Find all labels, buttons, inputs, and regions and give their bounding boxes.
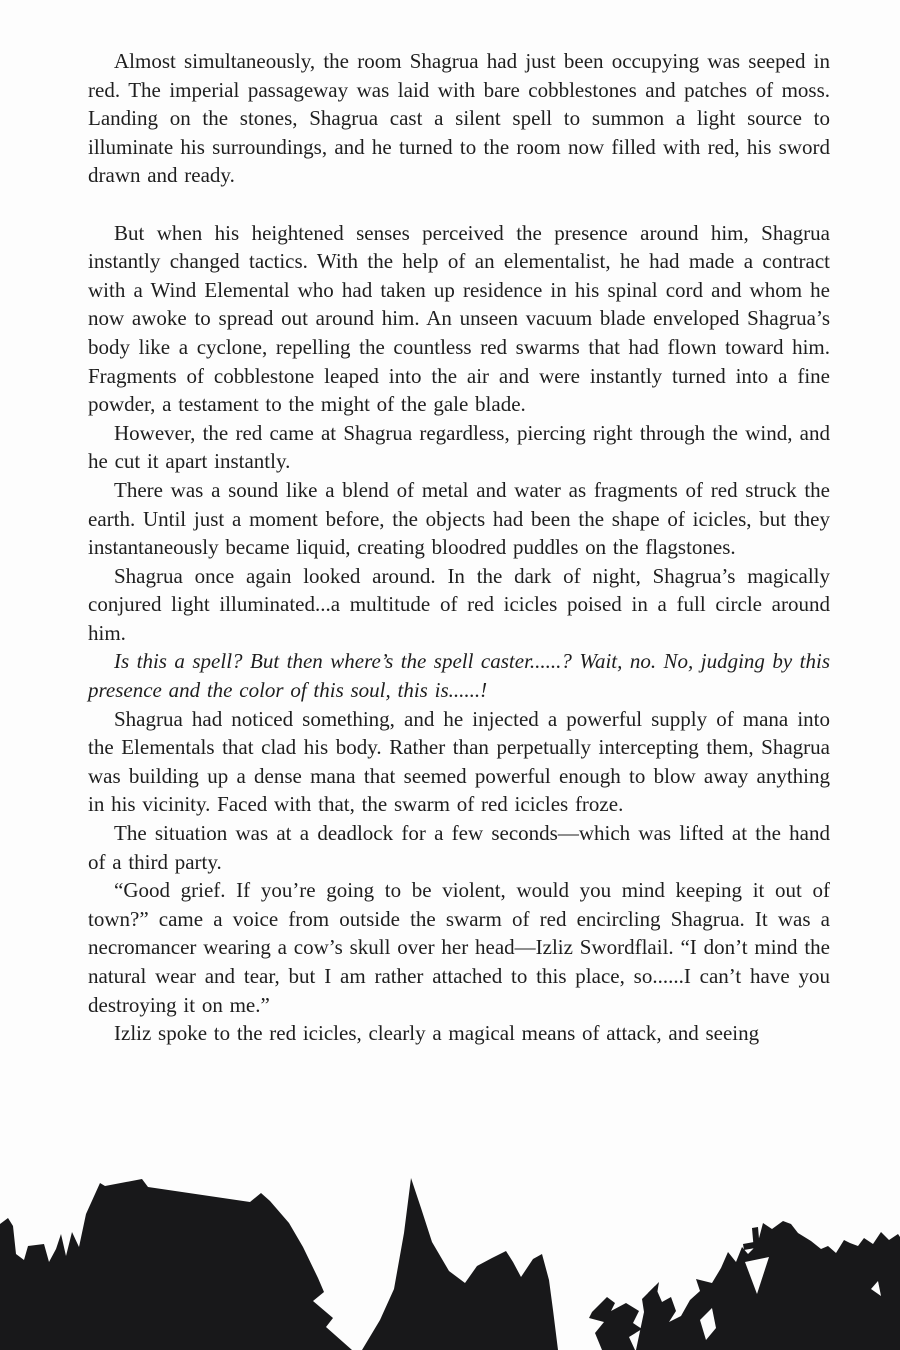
- paragraph: Izliz spoke to the red icicles, clearly a magical means of attack, and seeing: [114, 1021, 760, 1046]
- ruins-silhouette-illustration: [0, 1150, 900, 1350]
- paragraph: But when his heightened senses perceived the presence around him, Shagrua instantly changed tactics. With the help of an elementalist, he had made a contract with a Wind Elemental who had taken up residence in his spinal cord and whom he now awoke to spread out around him. An unseen vacuum blade enveloped Shagrua’s body like a cyclone, repelling the countless red swarms that had flown toward him. Fragments of cobblestone leaped into the air and were instantly turned into a fine powder, a testament to the might of the gale blade.: [88, 220, 830, 417]
- paragraph: Almost simultaneously, the room Shagrua had just been occupying was seeped in red. The imperial passageway was laid with bare cobblestones and patches of moss. Landing on the stones, Shagrua cast a silent spell to summon a light source to illuminate his surroundings, and he turned to the room now filled with red, his sword drawn and ready.: [88, 49, 830, 188]
- paragraph: Is this a spell? But then where’s the spell caster......? Wait, no. No, judging by this presence and the color of this soul, this is......!: [88, 649, 830, 703]
- paragraph: Shagrua had noticed something, and he injected a powerful supply of mana into the Elementals that clad his body. Rather than perpetually intercepting them, Shagrua was building up a dense mana that seemed powerful enough to blow away anything in his vicinity. Faced with that, the swarm of red icicles froze.: [88, 706, 830, 817]
- paragraph: However, the red came at Shagrua regardless, piercing right through the wind, and he cut it apart instantly.: [88, 420, 830, 474]
- silhouette-shape: [0, 1179, 352, 1350]
- paragraph: “Good grief. If you’re going to be violent, would you mind keeping it out of town?” came a voice from outside the swarm of red encircling Shagrua. It was a necromancer wearing a cow’s skull over her head—Izliz Swordflail. “I don’t mind the natural wear and tear, but I am rather attached to this place, so......I can’t have you destroying it on me.”: [88, 878, 830, 1017]
- paragraph: Shagrua once again looked around. In the dark of night, Shagrua’s magically conjured light illuminated...a multitude of red icicles poised in a full circle around him.: [88, 563, 830, 645]
- page-text: [88, 47, 830, 1048]
- silhouette-shape: [362, 1178, 558, 1350]
- paragraph: The situation was at a deadlock for a few seconds—which was lifted at the hand of a third party.: [88, 821, 830, 874]
- silhouette-shape: [589, 1297, 642, 1350]
- paragraph: There was a sound like a blend of metal and water as fragments of red struck the earth. Until just a moment before, the objects had been the shape of icicles, but they instantaneously became liquid, creating bloodred puddles on the flagstones.: [88, 477, 830, 560]
